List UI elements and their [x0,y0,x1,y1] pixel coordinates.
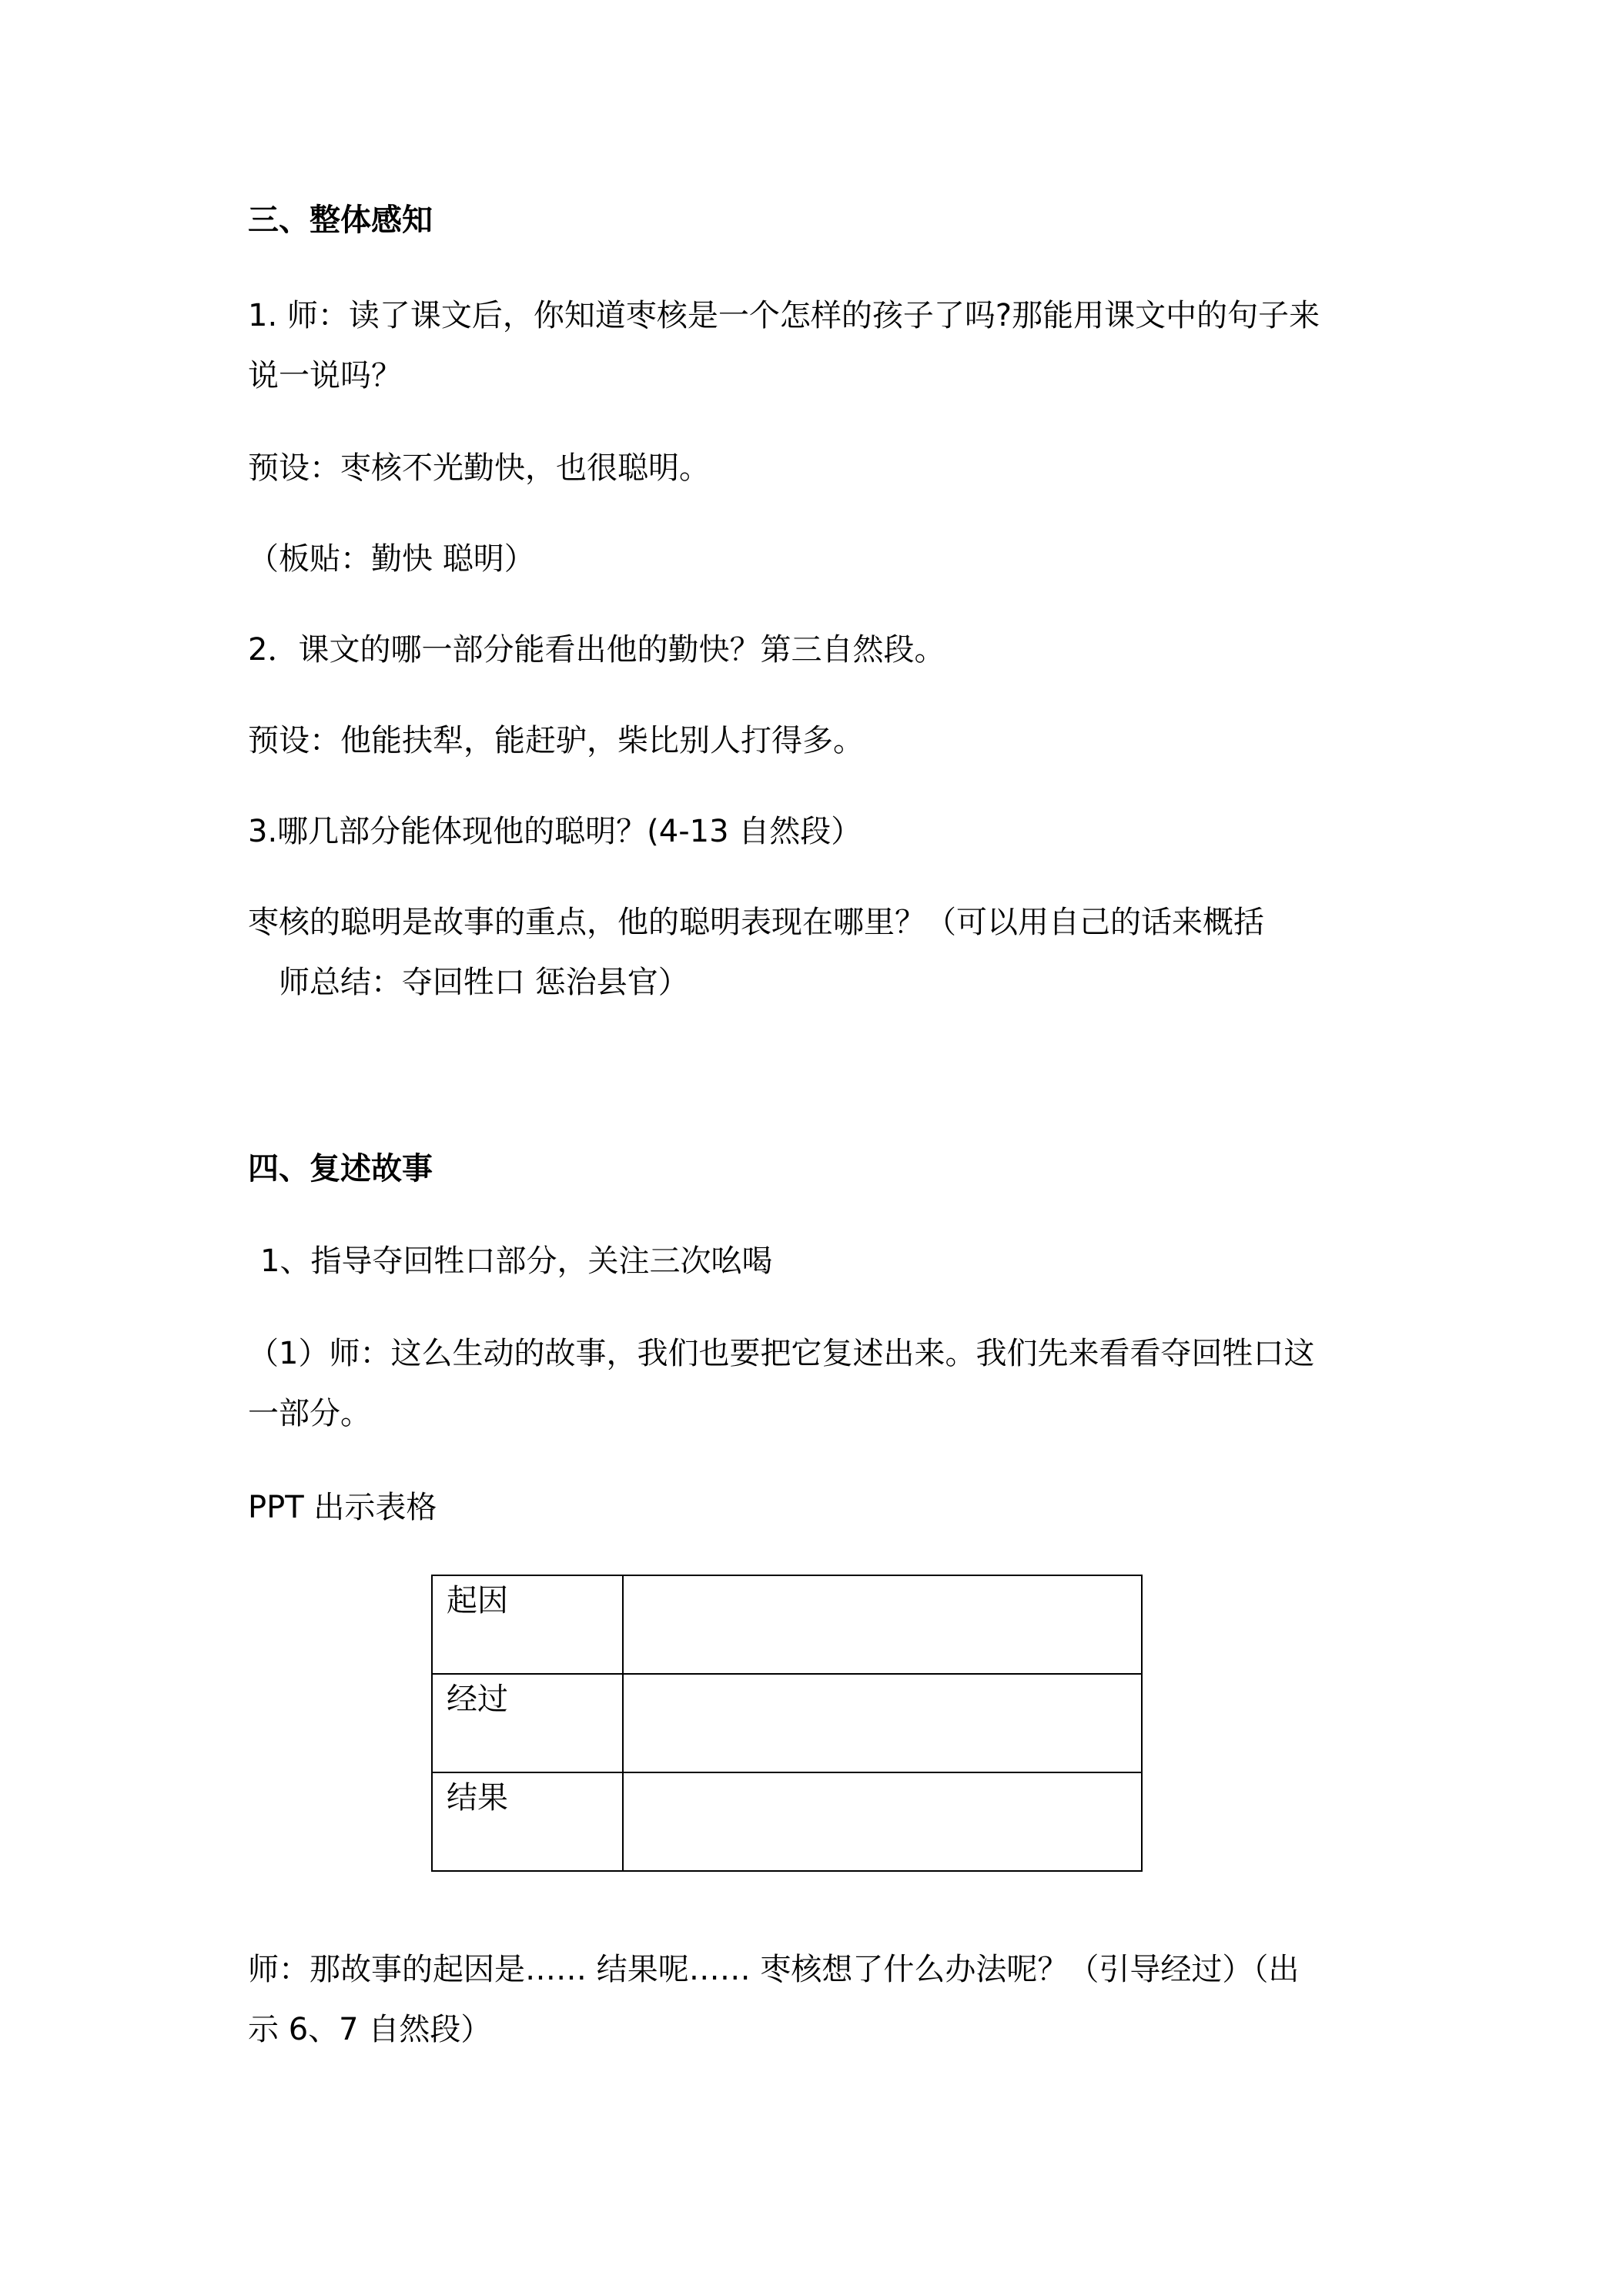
board-note: （板贴：勤快 聪明） [248,541,535,577]
table-cell-value [623,1575,1142,1674]
table-row [432,1575,1142,1674]
question-3-note-line-1: 枣核的聪明是故事的重点，他的聪明表现在哪里？（可以用自己的话来概括 [248,905,1264,940]
teacher-summary: 师总结：夺回牲口 惩治县官） [279,965,689,1000]
item-1-sub-line-2: 一部分。 [248,1396,371,1431]
section-3-heading: 三、整体感知 [248,202,433,238]
question-2: 2．课文的哪一部分能看出他的勤快？第三自然段。 [248,632,945,668]
table-cell-label: 结果 [432,1772,623,1871]
question-1-preset: 预设：枣核不光勤快，也很聪明。 [248,450,710,486]
teacher-line-2: 示 6、7 自然段） [248,2012,492,2047]
teacher-line-1: 师：那故事的起因是…… 结果呢…… 枣核想了什么办法呢？（引导经过）（出 [248,1952,1300,1987]
question-1-line-1: 1. 师：读了课文后，你知道枣核是一个怎样的孩子了吗?那能用课文中的句子来 [248,298,1320,333]
table-row [432,1674,1142,1772]
section-4-item-1: 1、指导夺回牲口部分，关注三次吆喝 [260,1243,773,1279]
ppt-caption: PPT 出示表格 [248,1490,437,1525]
item-1-sub-line-1: （1）师：这么生动的故事，我们也要把它复述出来。我们先来看看夺回牲口这 [248,1336,1315,1371]
table-cell-label: 经过 [432,1674,623,1772]
table-row [432,1772,1142,1871]
table-cell-value [623,1674,1142,1772]
story-structure-table [431,1575,1143,1872]
table-cell-value [623,1772,1142,1871]
question-1-line-2: 说一说吗？ [248,358,402,393]
section-4-heading: 四、复述故事 [248,1151,433,1186]
question-3: 3.哪几部分能体现他的聪明？(4-13 自然段） [248,814,862,849]
question-2-preset: 预设：他能扶犁，能赶驴，柴比别人打得多。 [248,723,864,758]
table-cell-label: 起因 [432,1575,623,1674]
